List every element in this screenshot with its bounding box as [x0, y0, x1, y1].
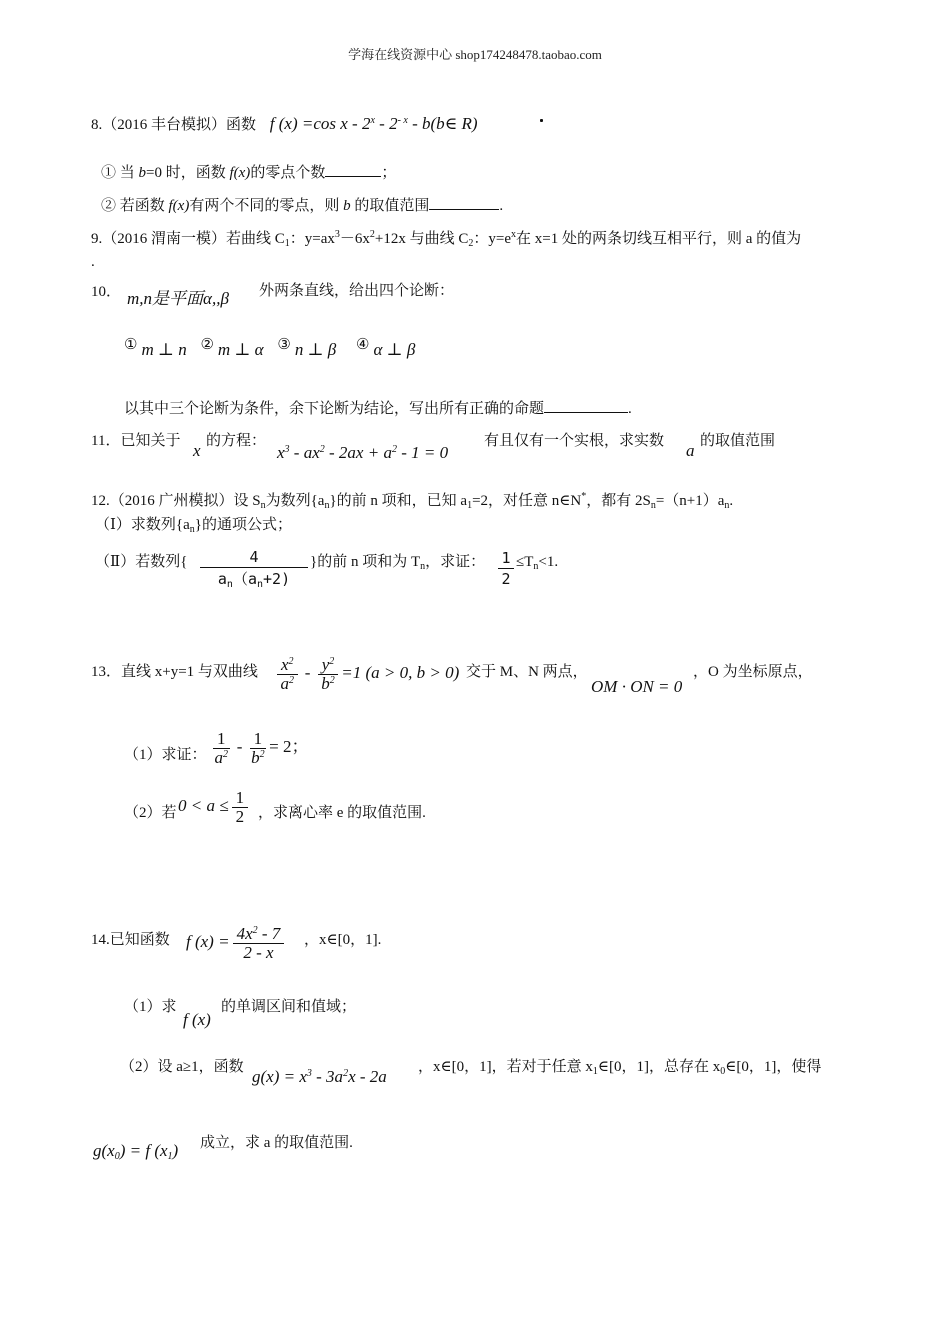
q10-math: m,n是平面α,,β	[127, 289, 229, 308]
q14-part-2-end: 成立，求 a 的取值范围.	[200, 1135, 353, 1151]
question-9: 9.（2016 渭南一模）若曲线 $C_1$：$y=ax^3-6x^2+12x$ 与曲线 $C_2$：$y=e^x$在 x=1 处的两条切线互相平行，则 a 的值为	[91, 229, 802, 249]
q12-fraction: 4 $a_n(a_n+2)$	[200, 547, 308, 590]
question-8	[91, 114, 478, 135]
q10-blank[interactable]	[544, 398, 628, 413]
q8-blank-1[interactable]	[325, 162, 381, 177]
q14-function: f (x) = $\frac{4x^2 - 7}{2 - x}$	[186, 925, 287, 962]
q11-equation: $x^3 - ax^2 - 2ax + a^2 - 1 = 0$	[277, 443, 449, 462]
question-13-label: 13．直线 x+y=1 与双曲线	[91, 664, 258, 680]
q12-half: 1 2	[498, 549, 514, 589]
q13-dot-product: OM · ON = 0	[591, 677, 683, 696]
q14-part-2-label: （2）设 a≥1，函数	[120, 1059, 244, 1075]
q12-part-2-rest: }的前 n 项和为 $T_n$，求证：	[310, 554, 486, 572]
q8-blank-2[interactable]	[429, 195, 499, 210]
q14-part-1-fx: f (x)	[183, 1010, 211, 1029]
question-11-label: 11．已知关于	[91, 433, 181, 449]
q12-part-2: （Ⅱ）若数列{	[95, 554, 188, 570]
q8-formula: f (x) =cos x - $2^x - 2^{- x}$ - b(b∈ R)	[269, 114, 478, 133]
q11-var-a: a	[686, 441, 695, 460]
q14-part-2-g: $g(x) = x^3 - 3a^2x - 2a$	[252, 1067, 387, 1086]
q13-part-1-math: $\frac{1}{a^2}$ - $\frac{1}{b^2}$ = 2；	[214, 729, 309, 767]
q14-part-2-text: ，x∈[0，1]，若对于任意 $x_1\in[0$，1]，总存在 $x_0\in[0$，1]，使得	[418, 1059, 822, 1077]
q12-part-2-end: $\le T_n<1$.	[516, 554, 559, 572]
q13-hyperbola: $\frac{x^2}{a^2}$ - $\frac{y^2}{b^2}$ =1 (a > 0, b > 0)	[274, 656, 459, 693]
q11-text-c: 有且仅有一个实根，求实数	[484, 433, 665, 449]
q8-part-1: ① 当 b=0 时，函数 f(x)的零点个数 ；	[101, 162, 396, 183]
q10-text: 外两条直线，给出四个论断：	[259, 283, 455, 299]
question-12: 12.（2016 广州模拟）设 $S_n$为数列$\{a_n\}$的前 n 项和，已知 $a_1=2$，对任意 n∈N*，都有 $2S_n=(n+1)a_n$.	[91, 491, 734, 511]
q14-part-1-text: 的单调区间和值域；	[221, 999, 357, 1015]
q8-label: 8.（2016 丰台模拟）函数	[91, 117, 257, 133]
q13-part-2-math: 0 < a ≤ $\frac{1}{2}$	[178, 789, 251, 826]
q13-part-1-label: （1）求证：	[124, 747, 207, 763]
q10-conclusion: 以其中三个论断为条件，余下论断为结论，写出所有正确的命题 .	[124, 398, 632, 419]
q11-text-b: 的方程：	[206, 433, 267, 449]
q13-text-b: 交于 M、N 两点，	[466, 664, 588, 680]
q13-part-2-label: （2）若	[124, 805, 177, 821]
q14-domain: ，x∈[0，1].	[304, 932, 382, 948]
q14-part-1-label: （1）求	[124, 999, 177, 1015]
q11-var-x: x	[193, 441, 201, 460]
page-header: 学海在线资源中心 shop174248478.taobao.com	[348, 47, 602, 62]
q8-part-2: ② 若函数 f(x)有两个不同的零点，则 b 的取值范围 .	[101, 195, 503, 216]
q14-part-2-continued: $g(x_0) = f$ $(x_1)$	[93, 1141, 179, 1162]
q12-part-1: （Ⅰ）求数列$\{a_n\}$的通项公式；	[95, 517, 292, 535]
question-14-label: 14.已知函数	[91, 932, 170, 948]
q13-part-2-text: ，求离心率 e 的取值范围.	[258, 805, 426, 821]
q13-text-c: ，O 为坐标原点，	[693, 664, 813, 680]
q10-options: ① m ⊥ n ② m ⊥ α ③ n ⊥ β ④ α ⊥ β	[124, 337, 416, 359]
q8-dot-mark	[540, 119, 543, 122]
q11-text-d: 的取值范围	[700, 433, 776, 449]
question-10: 10．	[91, 284, 122, 300]
q9-line-2: .	[91, 254, 95, 270]
